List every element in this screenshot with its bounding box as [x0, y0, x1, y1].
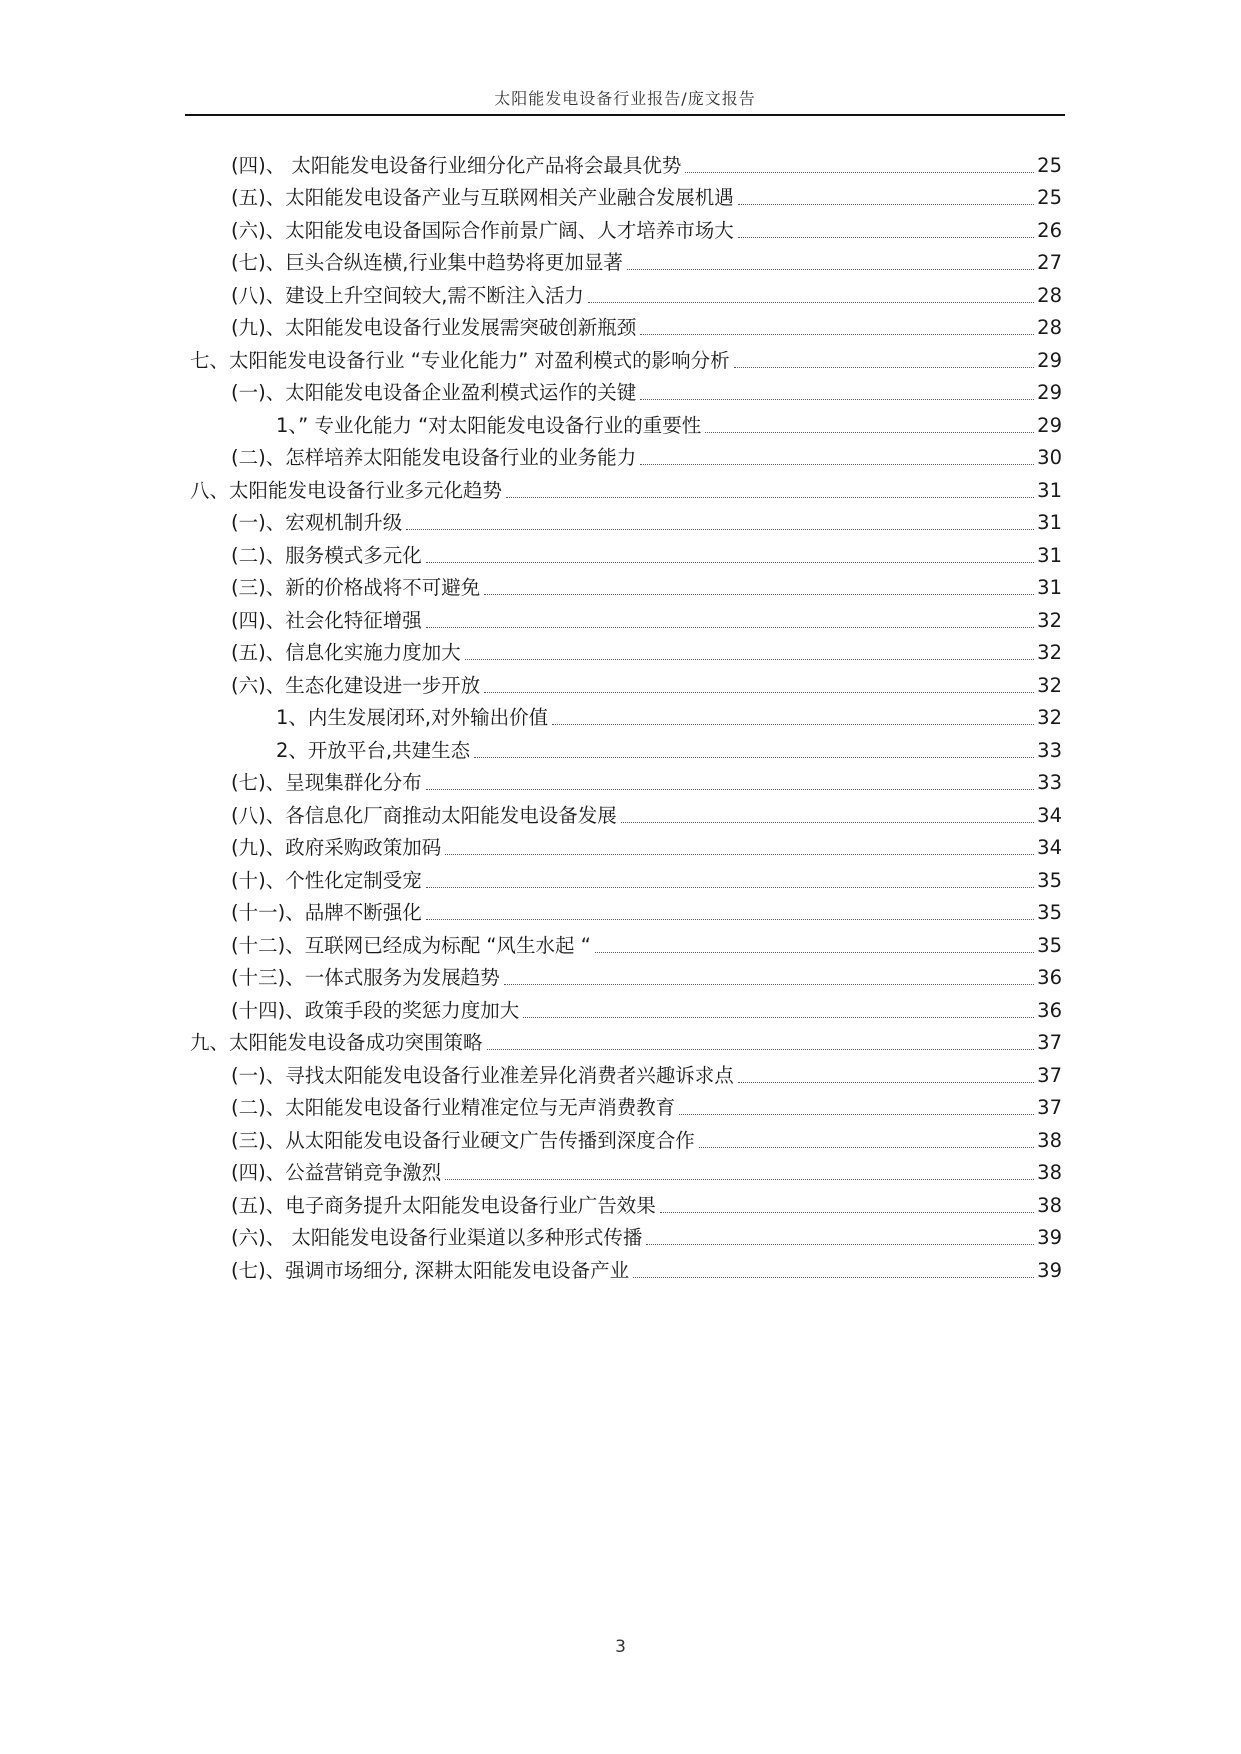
toc-entry[interactable]: [231, 1092, 1062, 1125]
toc-entry[interactable]: [231, 897, 1062, 930]
toc-entry-page: 38: [1037, 1193, 1062, 1217]
toc-dot-leader: [621, 822, 1034, 823]
toc-dot-leader: [426, 627, 1034, 628]
toc-dot-leader: [487, 1049, 1035, 1050]
toc-entry-page: 30: [1037, 446, 1062, 469]
toc-entry-page: 37: [1037, 1063, 1062, 1087]
toc-entry-page: 31: [1037, 543, 1062, 567]
toc-dot-leader: [679, 1114, 1034, 1115]
toc-entry-page: 36: [1037, 966, 1062, 989]
toc-entry[interactable]: [231, 442, 1062, 475]
toc-dot-leader: [699, 1147, 1034, 1148]
toc-entry[interactable]: [231, 669, 1062, 702]
toc-dot-leader: [738, 237, 1034, 238]
toc-entry[interactable]: [190, 1027, 1062, 1060]
toc-entry-page: 32: [1037, 608, 1062, 632]
toc-entry-page: 33: [1037, 771, 1062, 794]
toc-entry-page: 31: [1037, 576, 1062, 599]
toc-entry-title: 七、太阳能发电设备行业 “专业化能力” 对盈利模式的影响分析: [190, 348, 730, 372]
toc-entry-title: 八、太阳能发电设备行业多元化趋势: [190, 478, 503, 502]
toc-entry-page: 26: [1037, 218, 1062, 242]
toc-dot-leader: [474, 757, 1034, 758]
toc-entry-page: 36: [1037, 998, 1062, 1022]
toc-entry-page: 37: [1037, 1031, 1062, 1054]
toc-entry[interactable]: [231, 767, 1062, 800]
toc-entry-page: 27: [1037, 251, 1062, 274]
header-divider: [185, 114, 1065, 116]
toc-entry[interactable]: [231, 214, 1062, 247]
toc-entry-title: (十四)、政策手段的奖惩力度加大: [231, 998, 520, 1022]
toc-entry[interactable]: [231, 1124, 1062, 1157]
toc-dot-leader: [588, 302, 1034, 303]
toc-entry-title: (五)、太阳能发电设备产业与互联网相关产业融合发展机遇: [231, 186, 734, 209]
toc-entry-page: 35: [1037, 901, 1062, 924]
toc-entry-title: (二)、怎样培养太阳能发电设备行业的业务能力: [231, 446, 637, 469]
toc-entry-title: (五)、电子商务提升太阳能发电设备行业广告效果: [231, 1193, 656, 1217]
toc-entry-title: (七)、呈现集群化分布: [231, 771, 422, 794]
toc-dot-leader: [465, 659, 1034, 660]
toc-entry-title: (六)、 太阳能发电设备行业渠道以多种形式传播: [231, 1226, 643, 1249]
toc-dot-leader: [646, 1244, 1034, 1245]
toc-entry-page: 25: [1037, 186, 1062, 209]
toc-entry-title: (十)、个性化定制受宠: [231, 868, 422, 892]
toc-entry[interactable]: [231, 377, 1062, 410]
toc-entry-page: 38: [1037, 1161, 1062, 1184]
toc-entry[interactable]: [231, 799, 1062, 832]
toc-entry-page: 32: [1037, 641, 1062, 664]
toc-dot-leader: [445, 854, 1034, 855]
toc-entry-title: (四)、社会化特征增强: [231, 608, 422, 632]
toc-entry-title: (一)、太阳能发电设备企业盈利模式运作的关键: [231, 381, 637, 404]
toc-entry-page: 35: [1037, 868, 1062, 892]
toc-entry-page: 32: [1037, 673, 1062, 697]
toc-entry[interactable]: [231, 149, 1062, 182]
toc-entry[interactable]: [231, 1222, 1062, 1255]
toc-entry-title: 1、内生发展闭环,对外输出价值: [276, 706, 549, 729]
toc-entry-title: (二)、太阳能发电设备行业精准定位与无声消费教育: [231, 1096, 676, 1119]
toc-entry[interactable]: [231, 864, 1062, 897]
toc-entry-page: 35: [1037, 933, 1062, 957]
toc-entry-title: (七)、巨头合纵连横,行业集中趋势将更加显著: [231, 251, 623, 274]
toc-entry-page: 31: [1037, 511, 1062, 534]
toc-entry[interactable]: [276, 702, 1062, 735]
toc-dot-leader: [506, 497, 1034, 498]
toc-entry-title: (八)、建设上升空间较大,需不断注入活力: [231, 283, 584, 307]
toc-entry[interactable]: [231, 572, 1062, 605]
toc-entry[interactable]: [231, 1059, 1062, 1092]
toc-entry[interactable]: [231, 832, 1062, 865]
toc-entry[interactable]: [190, 474, 1062, 507]
toc-dot-leader: [426, 887, 1034, 888]
toc-entry-title: (三)、新的价格战将不可避免: [231, 576, 481, 599]
toc-dot-leader: [705, 432, 1034, 433]
toc-entry-page: 25: [1037, 153, 1062, 177]
toc-entry-page: 29: [1037, 381, 1062, 404]
toc-dot-leader: [523, 1017, 1034, 1018]
toc-entry-title: (十三)、一体式服务为发展趋势: [231, 966, 500, 989]
toc-entry[interactable]: [231, 637, 1062, 670]
toc-dot-leader: [685, 172, 1034, 173]
toc-entry[interactable]: [231, 994, 1062, 1027]
toc-dot-leader: [640, 464, 1034, 465]
toc-entry[interactable]: [276, 734, 1062, 767]
toc-dot-leader: [445, 1179, 1034, 1180]
toc-entry[interactable]: [231, 962, 1062, 995]
toc-dot-leader: [426, 562, 1034, 563]
toc-dot-leader: [633, 1277, 1034, 1278]
toc-dot-leader: [426, 789, 1034, 790]
toc-dot-leader: [426, 919, 1034, 920]
toc-dot-leader: [504, 984, 1034, 985]
toc-entry-page: 29: [1037, 348, 1062, 372]
toc-entry-page: 39: [1037, 1226, 1062, 1249]
toc-entry-title: 九、太阳能发电设备成功突围策略: [190, 1031, 483, 1054]
toc-dot-leader: [484, 594, 1034, 595]
toc-entry-page: 34: [1037, 836, 1062, 859]
toc-entry-page: 31: [1037, 478, 1062, 502]
toc-entry-page: 39: [1037, 1258, 1062, 1282]
toc-entry-title: (三)、从太阳能发电设备行业硬文广告传播到深度合作: [231, 1128, 695, 1152]
toc-entry-title: (一)、寻找太阳能发电设备行业准差异化消费者兴趣诉求点: [231, 1063, 734, 1087]
toc-entry-title: (十一)、品牌不断强化: [231, 901, 422, 924]
running-header: 太阳能发电设备行业报告/庞文报告: [494, 89, 756, 108]
toc-dot-leader: [406, 529, 1034, 530]
toc-entry-title: (一)、宏观机制升级: [231, 511, 403, 534]
toc-dot-leader: [640, 334, 1034, 335]
toc-dot-leader: [734, 367, 1035, 368]
toc-dot-leader: [738, 1082, 1034, 1083]
toc-entry[interactable]: [231, 539, 1062, 572]
toc-entry-page: 33: [1037, 738, 1062, 762]
toc-entry-page: 29: [1037, 413, 1062, 437]
toc-entry-title: (八)、各信息化厂商推动太阳能发电设备发展: [231, 803, 617, 827]
toc-entry-page: 32: [1037, 706, 1062, 729]
toc-entry-title: (二)、服务模式多元化: [231, 543, 422, 567]
toc-entry-page: 38: [1037, 1128, 1062, 1152]
page-number: 3: [615, 1637, 626, 1657]
toc-dot-leader: [660, 1212, 1034, 1213]
toc-entry[interactable]: [231, 247, 1062, 280]
toc-dot-leader: [738, 204, 1034, 205]
toc-entry-page: 37: [1037, 1096, 1062, 1119]
toc-dot-leader: [595, 952, 1034, 953]
toc-entry[interactable]: [231, 1254, 1062, 1287]
toc-entry-page: 28: [1037, 316, 1062, 339]
toc-entry-title: (七)、强调市场细分, 深耕太阳能发电设备产业: [231, 1258, 630, 1282]
toc-entry[interactable]: [231, 1189, 1062, 1222]
toc-entry[interactable]: [190, 344, 1062, 377]
toc-entry-title: 2、开放平台,共建生态: [276, 738, 471, 762]
toc-entry-title: (六)、生态化建设进一步开放: [231, 673, 481, 697]
toc-entry[interactable]: [276, 409, 1062, 442]
toc-entry-title: (九)、政府采购政策加码: [231, 836, 442, 859]
toc-dot-leader: [552, 724, 1034, 725]
toc-entry-title: (六)、太阳能发电设备国际合作前景广阔、人才培养市场大: [231, 218, 734, 242]
toc-dot-leader: [640, 399, 1034, 400]
toc-dot-leader: [627, 269, 1034, 270]
toc-entry[interactable]: [231, 1157, 1062, 1190]
toc-entry[interactable]: [231, 182, 1062, 215]
toc-entry-title: (四)、 太阳能发电设备行业细分化产品将会最具优势: [231, 153, 682, 177]
toc-entry[interactable]: [231, 929, 1062, 962]
toc-entry-title: (九)、太阳能发电设备行业发展需突破创新瓶颈: [231, 316, 637, 339]
toc-entry[interactable]: [231, 312, 1062, 345]
toc-entry-title: (十二)、互联网已经成为标配 “风生水起 “: [231, 933, 591, 957]
toc-entry-page: 28: [1037, 283, 1062, 307]
toc-entry-title: 1、” 专业化能力 “对太阳能发电设备行业的重要性: [276, 413, 702, 437]
toc-entry-title: (五)、信息化实施力度加大: [231, 641, 461, 664]
toc-entry-title: (四)、公益营销竞争激烈: [231, 1161, 442, 1184]
toc-dot-leader: [484, 692, 1034, 693]
toc-entry[interactable]: [231, 507, 1062, 540]
toc-entry[interactable]: [231, 279, 1062, 312]
toc-entry-page: 34: [1037, 803, 1062, 827]
toc-entry[interactable]: [231, 604, 1062, 637]
